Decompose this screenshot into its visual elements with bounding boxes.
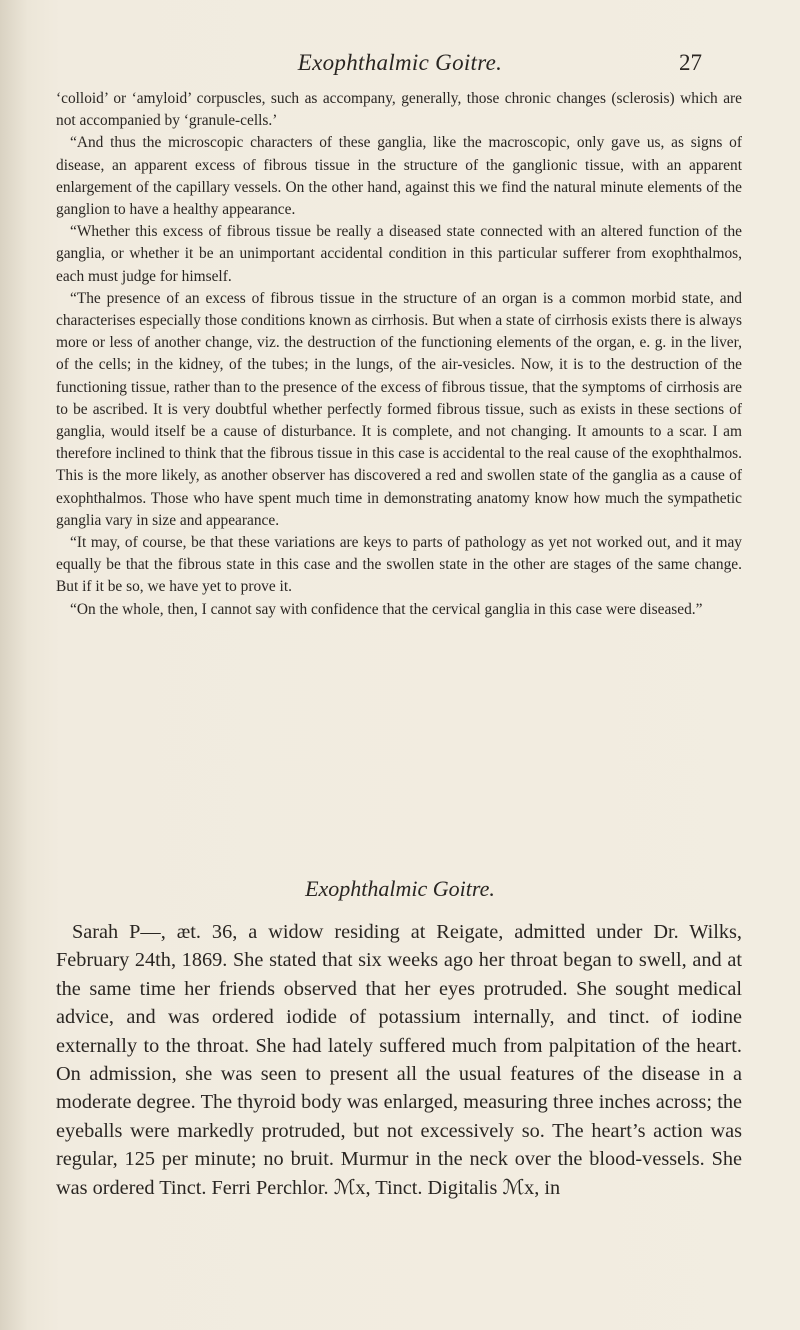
paragraph: “Whether this excess of fibrous tissue be really a diseased state connected with an altered function of the ganglia, or whether it be an unimportant accidental condition in this particular sufferer from exophthalmos, each must judge for himself.: [56, 223, 742, 285]
paragraph: “And thus the microscopic characters of these ganglia, like the macroscopic, only gave us, as signs of disease, an apparent excess of fibrous tissue in the structure of the ganglionic tissue, with an apparent enlargement of the capillary vessels. On the other hand, against this we find the natural minute elements of the ganglion to have a healthy appearance.: [56, 134, 742, 219]
paragraph: “On the whole, then, I cannot say with confidence that the cervical ganglia in this case were diseased.”: [70, 600, 703, 618]
paragraph: Sarah P—, æt. 36, a widow residing at Reigate, admitted under Dr. Wilks, February 24th, 1869. She stated that six weeks ago her throat began to swell, and at the same time her friends observed that her eyes protruded. She sought medical advice, and was ordered iodide of potassium internally, and tinct. of iodine externally to the throat. She had lately suffered much from palpitation of the heart. On admission, she was seen to present all the usual features of the disease in a moderate degree. The thyroid body was enlarged, measuring three inches across; the eyeballs were markedly protruded, but not excessively so. The heart’s action was regular, 125 per minute; no bruit. Murmur in the neck over the blood-vessels. She was ordered Tinct. Ferri Perchlor. ℳx, Tinct. Digitalis ℳx, in: [56, 921, 742, 1199]
paragraph: “It may, of course, be that these variations are keys to parts of pathology as yet not worked out, and it may equally be that the fibrous state in this case and the swollen state in the other are stages of the same change. But if it be so, we have yet to prove it.: [56, 534, 742, 596]
paragraph: “The presence of an excess of fibrous tissue in the structure of an organ is a common morbid state, and characterises especially those conditions known as cirrhosis. But when a state of cirrhosis exists there is always more or less of another change, viz. the destruction of the functioning elements of the organ, e. g. in the liver, of the cells; in the kidney, of the tubes; in the lungs, of the air-vesicles. Now, it is to the destruction of the functioning tissue, rather than to the presence of the excess of fibrous tissue, that the symptoms of cirrhosis are to be ascribed. It is very doubtful whether perfectly formed fibrous tissue, such as exists in these sections of ganglia, would itself be a cause of disturbance. It is complete, and not changing. It amounts to a scar. I am therefore inclined to think that the fibrous tissue in this case is accidental to the real cause of the exophthalmos. This is the more likely, as another observer has discovered a red and swollen state of the ganglia as a cause of exophthalmos. Those who have spent much time in demonstrating anatomy know how much the sympathetic ganglia vary in size and appearance.: [56, 289, 742, 529]
quoted-report-text: [56, 88, 742, 621]
page-header: [0, 50, 800, 80]
page-number: 27: [679, 50, 702, 75]
case-report-text: [56, 918, 742, 1202]
running-title: Exophthalmic Goitre.: [297, 50, 503, 75]
paragraph: ‘colloid’ or ‘amyloid’ corpuscles, such as accompany, generally, those chronic changes (sclerosis) which are not accompanied by ‘granule-cells.’: [56, 90, 742, 130]
section-heading: Exophthalmic Goitre.: [305, 876, 495, 901]
